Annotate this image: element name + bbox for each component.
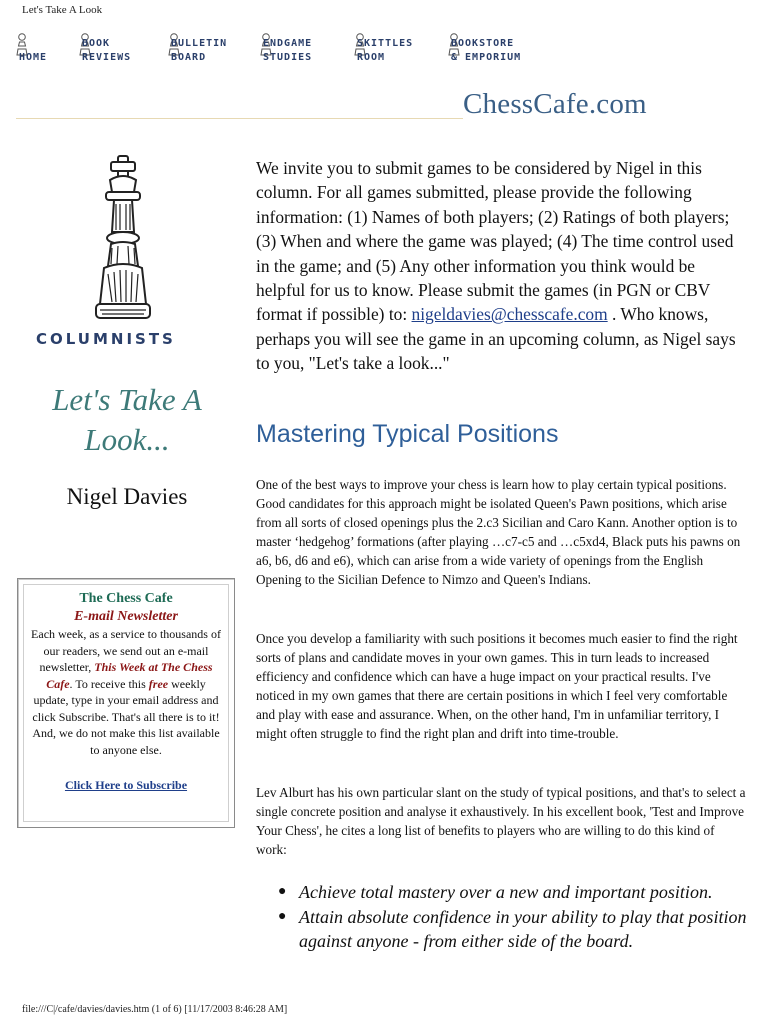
newsletter-emphasis: free	[148, 676, 169, 691]
nav-book-reviews[interactable]	[79, 32, 159, 68]
list-item	[278, 880, 748, 905]
nav-home[interactable]	[16, 32, 72, 68]
author-name: Nigel Davies	[66, 484, 188, 509]
column-title: Let's Take A Look...	[52, 382, 202, 457]
intro-text: We invite you to submit games to be considered by Nigel in this column. For all games submitted, please provide the following information: (1) Names of both players; (2) Ratings of both players; (3) When and where the game was played; (4) The time control used in the game; and (5) Any other information you think would be helpful for us to know. Please submit the games (in PGN or CBV format if possible) to:	[256, 158, 734, 325]
newsletter-subtitle: E-mail Newsletter	[74, 609, 178, 624]
nav-label: HOME	[19, 52, 48, 63]
nav-skittles-room[interactable]	[354, 32, 434, 68]
intro-text: . Who knows, perhaps you will see the game in an upcoming column, as Nigel says to you, "Let's take a look..."	[256, 304, 736, 374]
email-link[interactable]: nigeldavies@chesscafe.com	[411, 304, 608, 325]
newsletter-text-part: weekly update, type in your email address and click Subscribe. That's all there is to it! And, we do not make this list available to anyone else.	[32, 676, 220, 757]
section-label: COLUMNISTS	[36, 330, 176, 348]
benefits-list	[278, 880, 748, 954]
nav-label: ENDGAME STUDIES	[263, 38, 313, 63]
article-heading: Mastering Typical Positions	[256, 420, 559, 448]
bullet-icon: ●	[278, 908, 287, 924]
list-item-text: Achieve total mastery over a new and important position.	[299, 882, 713, 902]
print-footer: file:///C|/cafe/davies/davies.htm (1 of 6) [11/17/2003 8:46:28 AM]	[22, 1004, 288, 1015]
list-item	[278, 905, 748, 954]
article-paragraph: One of the best ways to improve your chess is learn how to play certain typical positions. Good candidates for this approach might be isolated Queen's Pawn positions, which arise from all sorts of closed openings plus the 2.c3 Sicilian and Caro Kann. Another option is to master ‘hedgehog’ formations (after playing …c7-c5 and …c5xd4, Black puts his pawns on a6, b6, d6 and e6), which can arise from a wide variety of openings from the English Opening to the Sicilian Defence to Nimzo and Queen's Indians.	[256, 477, 741, 587]
nav-bulletin-board[interactable]	[168, 32, 248, 68]
nav-label: BOOKSTORE & EMPORIUM	[451, 38, 522, 63]
newsletter-text-part: . To receive this	[69, 676, 149, 691]
bullet-icon: ●	[278, 884, 287, 899]
article-paragraph: Lev Alburt has his own particular slant on the study of typical positions, and that's to select a single concrete position and analyse it exhaustively. In his excellent book, 'Test and Improve Your Chess', he cites a long list of benefits to players who are willing to do this kind of work:	[256, 785, 746, 857]
page-title: Let's Take A Look	[22, 4, 103, 16]
chess-king-icon	[92, 154, 154, 322]
nav-label: BULLETIN BOARD	[171, 38, 228, 63]
top-navigation	[16, 32, 556, 68]
nav-endgame-studies[interactable]	[260, 32, 340, 68]
newsletter-text	[24, 626, 228, 758]
article-paragraph: Once you develop a familiarity with such positions it becomes much easier to find the right sorts of plans and candidate moves in your own games. This in turn leads to increased efficiency and confidence which can have a huge impact on your practical results. I've noticed in my own games that there are certain positions in which I feel very comfortable and play with ease and assurance. When, on the other hand, I'm in unfamiliar territory, I might often struggle to find the right plan and drift into time-trouble.	[256, 631, 738, 741]
nav-label: BOOK REVIEWS	[82, 38, 132, 63]
header-divider	[16, 118, 463, 119]
nav-bookstore-emporium[interactable]	[448, 32, 556, 68]
newsletter-box	[17, 578, 235, 828]
nav-label: SKITTLES ROOM	[357, 38, 414, 63]
intro-paragraph	[256, 156, 748, 376]
subscribe-link[interactable]: Click Here to Subscribe	[64, 778, 188, 792]
list-item-text: Attain absolute confidence in your ability to play that position against anyone - from either side of the board.	[299, 906, 747, 951]
site-logo[interactable]: ChessCafe.com	[463, 88, 647, 120]
newsletter-text-part: Each week, as a service to thousands of our readers, we send out an e-mail newsletter,	[31, 627, 221, 674]
newsletter-emphasis: This Week at The Chess Cafe	[46, 660, 213, 691]
newsletter-title: The Chess Cafe	[79, 591, 173, 606]
